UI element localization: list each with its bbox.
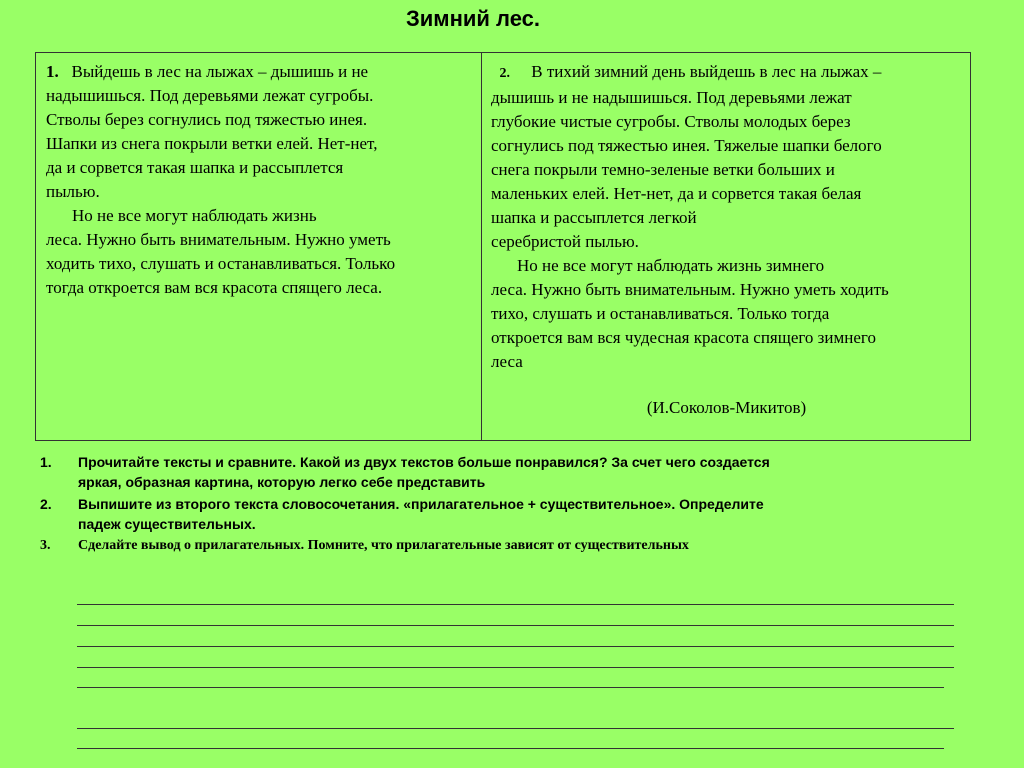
text2-para2-line-3: откроется вам вся чудесная красота спящего зимнего: [491, 328, 876, 347]
answer-line[interactable]: [77, 625, 954, 626]
text-cell-2: [482, 53, 970, 440]
text1-number: 1.: [46, 62, 59, 81]
text2-line-7: серебристой пылью.: [491, 232, 639, 251]
text2-line-6: шапка и рассыплется легкой: [491, 208, 697, 227]
task-list: [40, 452, 940, 558]
text1-line-5: пылью.: [46, 182, 100, 201]
text1-para2-line-2: ходить тихо, слушать и останавливаться. Только: [46, 254, 396, 273]
answer-line[interactable]: [77, 646, 954, 647]
answer-line[interactable]: [77, 687, 944, 688]
text1-line-0: [46, 60, 473, 84]
task-2-text: [78, 494, 764, 534]
text2-line-0: [491, 60, 962, 86]
page-title: [0, 6, 946, 32]
text2-para2-line-1: леса. Нужно быть внимательным. Нужно уметь ходить: [491, 280, 889, 299]
task-item-3: [40, 536, 940, 556]
text1-line-3: Шапки из снега покрыли ветки елей. Нет-нет,: [46, 134, 378, 153]
text2-para2-line-2: тихо, слушать и останавливаться. Только тогда: [491, 304, 830, 323]
answer-line[interactable]: [77, 667, 954, 668]
task-2-number: 2.: [40, 496, 52, 512]
text1-line-0-text: Выйдешь в лес на лыжах – дышишь и не: [71, 62, 369, 81]
task-1-number: 1.: [40, 454, 52, 470]
task-1-line-1: яркая, образная картина, которую легко себе представить: [78, 474, 486, 490]
task-2-line-1: падеж существительных.: [78, 516, 256, 532]
text2-para2-line-4: леса: [491, 352, 523, 371]
task-3-text: [78, 536, 689, 556]
page-title-text: Зимний лес.: [405, 6, 540, 31]
texts-table: [35, 52, 971, 441]
task-2-line-0: Выпишите из второго текста словосочетания. «прилагательное + существительное». Определите: [78, 496, 764, 512]
text1-para2-line-3: тогда откроется вам вся красота спящего леса.: [46, 278, 383, 297]
task-item-1: [40, 452, 940, 492]
text1-line-1: надышишься. Под деревьями лежат сугробы.: [46, 86, 374, 105]
text2-line-5: маленьких елей. Нет-нет, да и сорвется такая белая: [491, 184, 862, 203]
text2-author: (И.Соколов-Микитов): [646, 398, 807, 417]
task-item-2: [40, 494, 940, 534]
task-1-text: [78, 452, 770, 492]
text1-line-2: Стволы берез согнулись под тяжестью инея.: [46, 110, 368, 129]
text1-para2-line-1: леса. Нужно быть внимательным. Нужно уметь: [46, 230, 391, 249]
text2-para2-line-0: Но не все могут наблюдать жизнь зимнего: [517, 256, 825, 275]
text1-line-4: да и сорвется такая шапка и рассыплется: [46, 158, 344, 177]
text2-line-4: снега покрыли темно-зеленые ветки больших и: [491, 160, 835, 179]
answer-line[interactable]: [77, 604, 954, 605]
text2-line-1: дышишь и не надышишься. Под деревьями лежат: [491, 88, 852, 107]
task-3-number: 3.: [40, 538, 51, 553]
task-1-line-0: Прочитайте тексты и сравните. Какой из двух текстов больше понравился? За счет чего создается: [78, 454, 770, 470]
text-cell-1: [36, 53, 482, 440]
text2-number: 2.: [499, 66, 510, 81]
text1-para2-line-0: Но не все могут наблюдать жизнь: [72, 206, 317, 225]
text2-line-2: глубокие чистые сугробы. Стволы молодых берез: [491, 112, 851, 131]
text2-line-0-text: В тихий зимний день выйдешь в лес на лыжах –: [531, 62, 882, 81]
text2-line-3: согнулись под тяжестью инея. Тяжелые шапки белого: [491, 136, 882, 155]
task-3-line-0: Сделайте вывод о прилагательных. Помните, что прилагательные зависят от существительных: [78, 538, 689, 553]
answer-line[interactable]: [77, 728, 954, 729]
answer-line[interactable]: [77, 748, 944, 749]
